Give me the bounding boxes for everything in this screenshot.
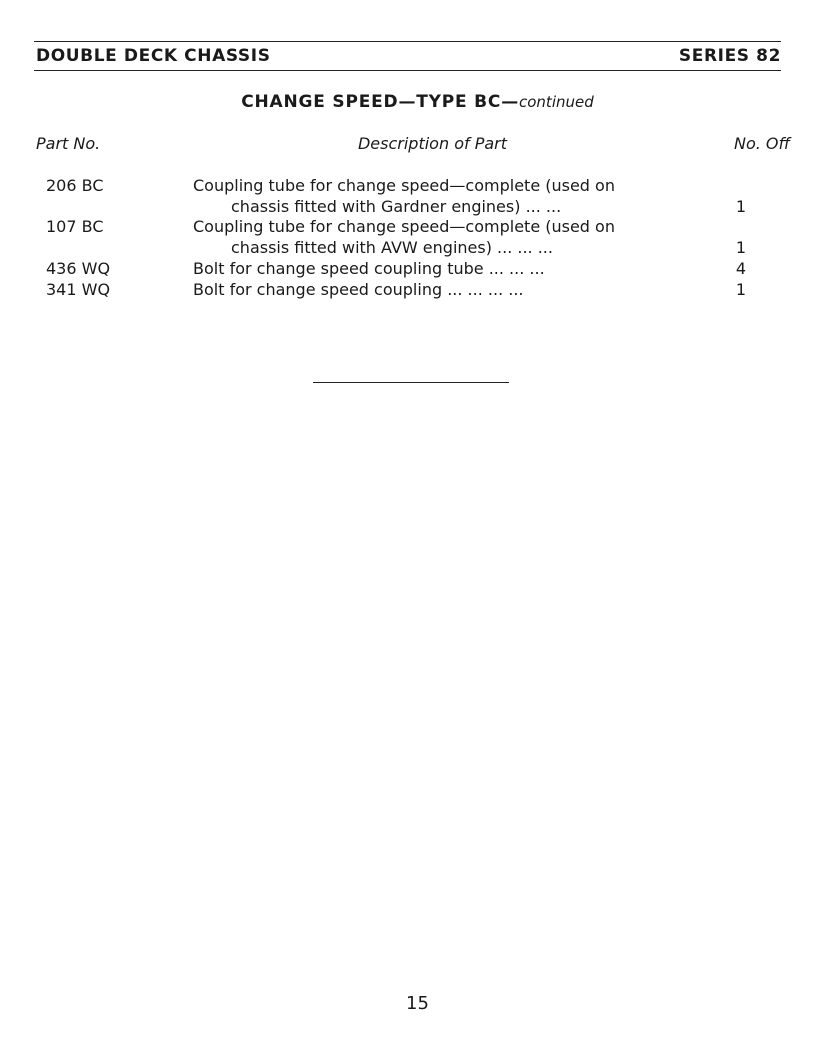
- table-row-part-no: 107 BC: [46, 217, 104, 236]
- table-row-qty: 4: [735, 259, 747, 278]
- section-end-rule: [313, 382, 509, 383]
- table-row-part-no: 341 WQ: [46, 280, 111, 299]
- header-top-rule: [34, 41, 781, 42]
- header-title: DOUBLE DECK CHASSIS: [36, 46, 271, 66]
- table-row-description: Coupling tube for change speed—complete (used on: [193, 176, 615, 195]
- table-row-description-cont: chassis fitted with AVW engines) ... ... ...: [231, 238, 553, 257]
- table-row-part-no: 206 BC: [46, 176, 104, 195]
- header-bottom-rule: [34, 70, 781, 71]
- table-row-description: Coupling tube for change speed—complete (used on: [193, 217, 615, 236]
- table-row-description-cont: chassis fitted with Gardner engines) ... ...: [231, 197, 562, 216]
- header-series: SERIES 82: [678, 46, 781, 66]
- page-number: 15: [406, 993, 429, 1014]
- table-row-description: Bolt for change speed coupling tube ... ... ...: [193, 259, 545, 278]
- table-row-part-no: 436 WQ: [46, 259, 111, 278]
- table-row-description: Bolt for change speed coupling ... ... ... ...: [193, 280, 524, 299]
- table-row-qty: 1: [735, 197, 747, 216]
- section-title-main: CHANGE SPEED—TYPE BC—: [241, 92, 519, 112]
- table-row-qty: 1: [735, 238, 747, 257]
- column-header-no-off: No. Off: [734, 134, 791, 153]
- column-header-description: Description of Part: [357, 134, 508, 153]
- section-title-continued: continued: [519, 93, 594, 111]
- table-row-qty: 1: [735, 280, 747, 299]
- column-header-part-no: Part No.: [36, 134, 101, 153]
- section-title: [0, 92, 835, 112]
